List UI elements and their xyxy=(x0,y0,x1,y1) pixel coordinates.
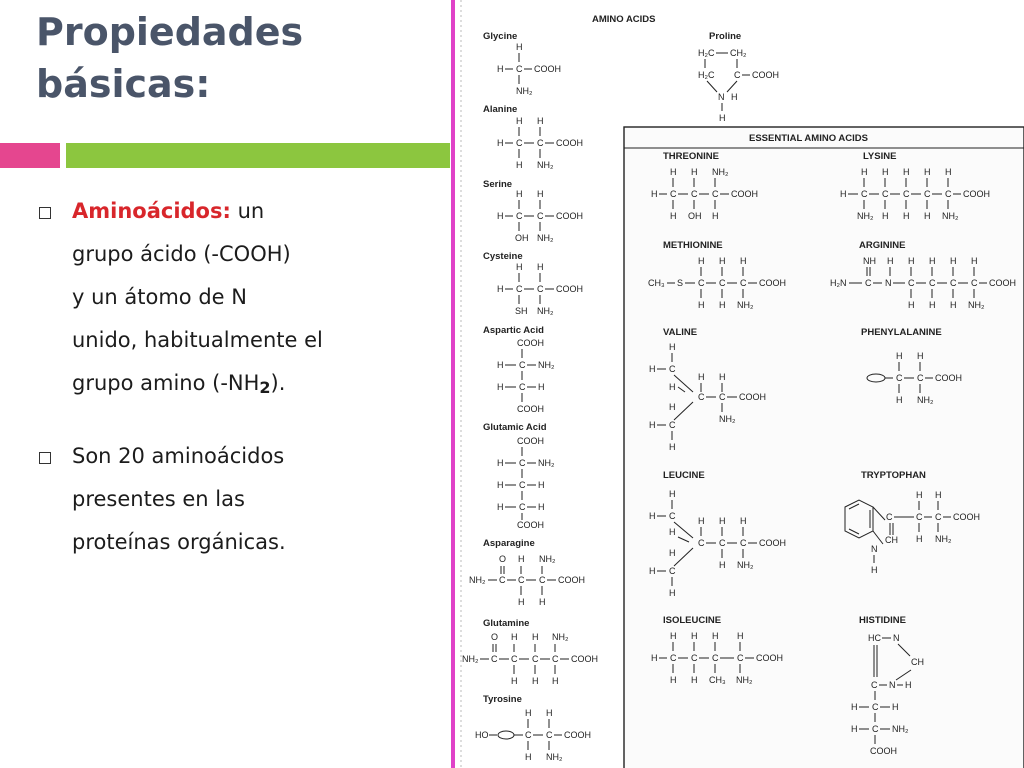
svg-text:H: H xyxy=(497,211,504,221)
svg-text:H: H xyxy=(712,631,719,641)
svg-text:H: H xyxy=(691,167,698,177)
svg-text:H: H xyxy=(651,189,658,199)
svg-text:COOH: COOH xyxy=(963,189,990,199)
svg-text:H: H xyxy=(497,138,504,148)
svg-text:H: H xyxy=(497,458,504,468)
svg-text:C: C xyxy=(670,189,677,199)
svg-text:H: H xyxy=(669,548,676,558)
svg-text:NH₂: NH₂ xyxy=(539,554,556,564)
svg-text:C: C xyxy=(669,364,676,374)
svg-text:COOH: COOH xyxy=(571,654,598,664)
svg-text:H: H xyxy=(896,395,903,405)
svg-text:H: H xyxy=(497,480,504,490)
svg-text:N: N xyxy=(893,633,900,643)
svg-text:H: H xyxy=(731,92,738,102)
svg-text:H: H xyxy=(851,724,858,734)
svg-text:COOH: COOH xyxy=(558,575,585,585)
svg-text:C: C xyxy=(519,480,526,490)
svg-text:H: H xyxy=(497,502,504,512)
bullet-text: ). xyxy=(270,371,286,395)
svg-text:O: O xyxy=(491,632,499,642)
svg-text:H: H xyxy=(649,364,656,374)
svg-text:C: C xyxy=(537,284,544,294)
svg-text:H: H xyxy=(670,675,677,685)
svg-text:C: C xyxy=(929,278,936,288)
svg-text:NH₂: NH₂ xyxy=(719,414,736,424)
svg-text:C: C xyxy=(861,189,868,199)
svg-text:C: C xyxy=(971,278,978,288)
slide-title-line-2: básicas: xyxy=(36,62,211,106)
svg-text:H: H xyxy=(516,262,523,272)
svg-text:C: C xyxy=(499,575,506,585)
svg-text:C: C xyxy=(698,278,705,288)
svg-text:H: H xyxy=(669,489,676,499)
svg-text:CH₃: CH₃ xyxy=(709,675,726,685)
svg-text:H: H xyxy=(871,565,878,575)
aa-name: Asparagine xyxy=(483,538,535,549)
svg-text:H: H xyxy=(538,480,545,490)
svg-text:COOH: COOH xyxy=(517,520,544,530)
svg-text:C: C xyxy=(737,653,744,663)
svg-text:H₂C: H₂C xyxy=(698,70,715,80)
aa-name: Glutamine xyxy=(483,618,530,629)
svg-text:C: C xyxy=(552,654,559,664)
svg-text:COOH: COOH xyxy=(935,373,962,383)
aa-name: HISTIDINE xyxy=(859,615,906,626)
svg-text:N: N xyxy=(871,544,878,554)
svg-text:NH₂: NH₂ xyxy=(968,300,985,310)
aa-name: Proline xyxy=(709,31,742,42)
svg-text:H: H xyxy=(670,211,677,221)
svg-text:OH: OH xyxy=(515,233,529,243)
svg-text:H: H xyxy=(698,516,705,526)
svg-text:H: H xyxy=(882,167,889,177)
svg-text:NH₂: NH₂ xyxy=(857,211,874,221)
svg-text:COOH: COOH xyxy=(739,392,766,402)
svg-text:C: C xyxy=(719,278,726,288)
svg-text:H: H xyxy=(719,113,726,123)
svg-text:C: C xyxy=(871,680,878,690)
svg-text:H: H xyxy=(497,284,504,294)
svg-text:NH₂: NH₂ xyxy=(537,160,554,170)
svg-text:C: C xyxy=(865,278,872,288)
svg-text:COOH: COOH xyxy=(564,730,591,740)
bullet-term: Aminoácidos: xyxy=(72,199,231,223)
svg-text:C: C xyxy=(491,654,498,664)
svg-text:C: C xyxy=(896,373,903,383)
svg-text:C: C xyxy=(537,211,544,221)
bullet-line: grupo ácido (-COOH) xyxy=(72,242,291,266)
svg-text:H: H xyxy=(538,382,545,392)
bullet-square-icon xyxy=(39,452,51,464)
svg-text:H: H xyxy=(950,300,957,310)
svg-text:H: H xyxy=(649,420,656,430)
aa-name: Cysteine xyxy=(483,251,523,262)
bullet-line xyxy=(72,190,426,233)
svg-text:NH₂: NH₂ xyxy=(712,167,729,177)
svg-text:C: C xyxy=(917,373,924,383)
svg-text:H: H xyxy=(882,211,889,221)
svg-text:C: C xyxy=(872,724,879,734)
bullet-text: un xyxy=(237,199,265,223)
svg-text:COOH: COOH xyxy=(989,278,1016,288)
aa-name: VALINE xyxy=(663,327,698,338)
svg-text:H₂C: H₂C xyxy=(698,48,715,58)
svg-text:C: C xyxy=(669,420,676,430)
svg-text:NH: NH xyxy=(863,256,876,266)
svg-text:CH₃: CH₃ xyxy=(648,278,665,288)
svg-text:H: H xyxy=(945,167,952,177)
svg-text:NH₂: NH₂ xyxy=(516,86,533,96)
svg-text:H: H xyxy=(525,708,532,718)
essential-header: ESSENTIAL AMINO ACIDS xyxy=(749,133,868,144)
svg-text:C: C xyxy=(669,566,676,576)
svg-text:H: H xyxy=(669,527,676,537)
amino-acids-figure xyxy=(455,0,1024,768)
svg-text:NH₂: NH₂ xyxy=(462,654,479,664)
svg-text:H: H xyxy=(669,382,676,392)
svg-text:H: H xyxy=(538,502,545,512)
svg-text:H: H xyxy=(511,676,518,686)
svg-text:H: H xyxy=(905,680,912,690)
svg-text:H: H xyxy=(516,42,523,52)
svg-text:C: C xyxy=(945,189,952,199)
svg-text:H: H xyxy=(532,632,539,642)
svg-text:H: H xyxy=(719,516,726,526)
bullet-aminoacids xyxy=(36,190,426,409)
bullet-line: presentes en las xyxy=(72,487,245,511)
svg-text:C: C xyxy=(740,278,747,288)
svg-text:C: C xyxy=(698,538,705,548)
svg-text:NH₂: NH₂ xyxy=(942,211,959,221)
svg-text:H: H xyxy=(691,675,698,685)
aa-name: METHIONINE xyxy=(663,240,723,251)
svg-text:COOH: COOH xyxy=(752,70,779,80)
svg-text:H: H xyxy=(669,442,676,452)
svg-text:COOH: COOH xyxy=(556,211,583,221)
svg-text:H: H xyxy=(929,300,936,310)
svg-text:COOH: COOH xyxy=(759,538,786,548)
svg-text:H: H xyxy=(516,116,523,126)
aa-name: Glutamic Acid xyxy=(483,422,547,433)
svg-text:C: C xyxy=(516,64,523,74)
svg-text:COOH: COOH xyxy=(517,338,544,348)
svg-text:H: H xyxy=(525,752,532,762)
svg-text:H: H xyxy=(698,372,705,382)
aa-name: ARGININE xyxy=(859,240,906,251)
svg-text:H: H xyxy=(719,256,726,266)
svg-text:C: C xyxy=(669,511,676,521)
svg-text:C: C xyxy=(516,211,523,221)
bullet-text: grupo amino (-NH xyxy=(72,371,260,395)
accent-bar-pink xyxy=(0,143,60,168)
svg-text:C: C xyxy=(882,189,889,199)
svg-text:COOH: COOH xyxy=(870,746,897,756)
svg-text:COOH: COOH xyxy=(953,512,980,522)
svg-text:H: H xyxy=(669,402,676,412)
svg-text:C: C xyxy=(950,278,957,288)
svg-text:H: H xyxy=(903,167,910,177)
svg-text:C: C xyxy=(935,512,942,522)
svg-text:H: H xyxy=(929,256,936,266)
svg-text:H: H xyxy=(916,534,923,544)
svg-text:C: C xyxy=(519,360,526,370)
svg-text:H: H xyxy=(497,64,504,74)
svg-text:H: H xyxy=(537,262,544,272)
svg-text:H: H xyxy=(935,490,942,500)
svg-text:NH₂: NH₂ xyxy=(935,534,952,544)
svg-text:S: S xyxy=(677,278,684,288)
svg-text:H: H xyxy=(670,167,677,177)
svg-text:H: H xyxy=(497,382,504,392)
svg-text:C: C xyxy=(519,502,526,512)
svg-text:H: H xyxy=(908,256,915,266)
aa-name: THREONINE xyxy=(663,151,719,162)
svg-text:H: H xyxy=(539,597,546,607)
svg-text:CH: CH xyxy=(885,535,898,545)
svg-text:COOH: COOH xyxy=(759,278,786,288)
svg-text:H: H xyxy=(917,351,924,361)
svg-text:C: C xyxy=(712,653,719,663)
svg-text:H: H xyxy=(511,632,518,642)
bullet-line: Son 20 aminoácidos xyxy=(72,444,285,468)
svg-text:NH₂: NH₂ xyxy=(469,575,486,585)
svg-text:COOH: COOH xyxy=(756,653,783,663)
svg-text:H: H xyxy=(670,631,677,641)
svg-text:C: C xyxy=(537,138,544,148)
svg-text:COOH: COOH xyxy=(556,138,583,148)
svg-text:NH₂: NH₂ xyxy=(538,458,555,468)
svg-text:H: H xyxy=(916,490,923,500)
bullet-line xyxy=(72,362,426,409)
svg-text:H: H xyxy=(719,560,726,570)
svg-text:CH₂: CH₂ xyxy=(730,48,747,58)
svg-text:C: C xyxy=(539,575,546,585)
svg-text:C: C xyxy=(691,653,698,663)
svg-text:H: H xyxy=(971,256,978,266)
svg-text:H: H xyxy=(861,167,868,177)
svg-text:O: O xyxy=(499,554,507,564)
svg-text:C: C xyxy=(916,512,923,522)
svg-text:C: C xyxy=(691,189,698,199)
svg-text:H: H xyxy=(924,211,931,221)
aa-name: TRYPTOPHAN xyxy=(861,470,926,481)
svg-text:H: H xyxy=(518,597,525,607)
svg-text:H₂N: H₂N xyxy=(830,278,847,288)
aa-name: Tyrosine xyxy=(483,694,522,705)
svg-text:H: H xyxy=(518,554,525,564)
svg-text:H: H xyxy=(669,342,676,352)
svg-text:SH: SH xyxy=(515,306,528,316)
amino-acids-header: AMINO ACIDS xyxy=(592,14,656,25)
svg-text:C: C xyxy=(719,538,726,548)
svg-text:H: H xyxy=(740,256,747,266)
svg-text:COOH: COOH xyxy=(534,64,561,74)
svg-text:C: C xyxy=(924,189,931,199)
bullet-line: proteínas orgánicas. xyxy=(72,530,286,554)
svg-text:C: C xyxy=(525,730,532,740)
svg-text:H: H xyxy=(896,351,903,361)
bullet-line: unido, habitualmente el xyxy=(72,328,323,352)
aa-name: LEUCINE xyxy=(663,470,705,481)
svg-text:H: H xyxy=(737,631,744,641)
svg-text:H: H xyxy=(924,167,931,177)
amino-acids-chart xyxy=(455,0,1024,768)
svg-text:COOH: COOH xyxy=(556,284,583,294)
svg-text:C: C xyxy=(908,278,915,288)
svg-text:H: H xyxy=(497,360,504,370)
svg-text:OH: OH xyxy=(688,211,702,221)
svg-text:CH: CH xyxy=(911,657,924,667)
svg-text:C: C xyxy=(519,382,526,392)
svg-text:H: H xyxy=(537,189,544,199)
svg-text:NH₂: NH₂ xyxy=(736,675,753,685)
svg-text:N: N xyxy=(889,680,896,690)
bullet-list xyxy=(36,190,426,564)
svg-text:NH₂: NH₂ xyxy=(537,306,554,316)
aa-name: Alanine xyxy=(483,104,518,115)
svg-text:C: C xyxy=(903,189,910,199)
svg-text:C: C xyxy=(698,392,705,402)
svg-text:NH₂: NH₂ xyxy=(917,395,934,405)
svg-text:H: H xyxy=(546,708,553,718)
accent-bar-green xyxy=(66,143,450,168)
svg-text:H: H xyxy=(712,211,719,221)
svg-text:H: H xyxy=(649,566,656,576)
svg-text:NH₂: NH₂ xyxy=(892,724,909,734)
bullet-square-icon xyxy=(39,207,51,219)
svg-text:H: H xyxy=(908,300,915,310)
svg-text:C: C xyxy=(519,458,526,468)
svg-text:H: H xyxy=(740,516,747,526)
svg-text:H: H xyxy=(669,588,676,598)
svg-text:C: C xyxy=(712,189,719,199)
svg-text:NH₂: NH₂ xyxy=(737,300,754,310)
svg-text:COOH: COOH xyxy=(731,189,758,199)
svg-text:C: C xyxy=(511,654,518,664)
svg-text:H: H xyxy=(649,511,656,521)
svg-text:H: H xyxy=(903,211,910,221)
svg-text:H: H xyxy=(887,256,894,266)
svg-text:H: H xyxy=(851,702,858,712)
bullet-twenty-aminoacids xyxy=(36,435,426,564)
essential-box xyxy=(624,127,1024,768)
svg-text:NH₂: NH₂ xyxy=(546,752,563,762)
svg-text:H: H xyxy=(537,116,544,126)
svg-text:H: H xyxy=(516,189,523,199)
svg-text:NH₂: NH₂ xyxy=(552,632,569,642)
svg-text:H: H xyxy=(552,676,559,686)
svg-text:C: C xyxy=(532,654,539,664)
svg-text:C: C xyxy=(719,392,726,402)
svg-text:N: N xyxy=(885,278,892,288)
svg-text:H: H xyxy=(651,653,658,663)
aa-name: Serine xyxy=(483,179,513,190)
aa-name: Aspartic Acid xyxy=(483,325,544,336)
svg-text:C: C xyxy=(886,512,893,522)
svg-text:H: H xyxy=(532,676,539,686)
svg-text:C: C xyxy=(518,575,525,585)
svg-text:NH₂: NH₂ xyxy=(737,560,754,570)
svg-text:C: C xyxy=(670,653,677,663)
aa-name: Glycine xyxy=(483,31,518,42)
svg-text:NH₂: NH₂ xyxy=(537,233,554,243)
svg-text:HO: HO xyxy=(475,730,489,740)
svg-text:H: H xyxy=(691,631,698,641)
aa-name: ISOLEUCINE xyxy=(663,615,722,626)
svg-text:H: H xyxy=(840,189,847,199)
svg-text:C: C xyxy=(516,284,523,294)
svg-text:C: C xyxy=(740,538,747,548)
aa-name: LYSINE xyxy=(863,151,897,162)
svg-text:C: C xyxy=(516,138,523,148)
subscript: 2 xyxy=(259,378,271,397)
svg-text:N: N xyxy=(718,92,725,102)
svg-text:H: H xyxy=(719,372,726,382)
aa-name: PHENYLALANINE xyxy=(861,327,942,338)
svg-text:C: C xyxy=(546,730,553,740)
svg-text:H: H xyxy=(719,300,726,310)
svg-text:C: C xyxy=(872,702,879,712)
bullet-line: y un átomo de N xyxy=(72,285,247,309)
svg-text:COOH: COOH xyxy=(517,404,544,414)
svg-text:C: C xyxy=(734,70,741,80)
svg-text:COOH: COOH xyxy=(517,436,544,446)
svg-text:H: H xyxy=(950,256,957,266)
svg-text:H: H xyxy=(516,160,523,170)
svg-text:HC: HC xyxy=(868,633,881,643)
svg-text:NH₂: NH₂ xyxy=(538,360,555,370)
slide-title-line-1: Propiedades xyxy=(36,10,304,54)
svg-text:H: H xyxy=(892,702,899,712)
svg-text:H: H xyxy=(698,256,705,266)
svg-text:H: H xyxy=(698,300,705,310)
slide-title xyxy=(36,6,436,110)
